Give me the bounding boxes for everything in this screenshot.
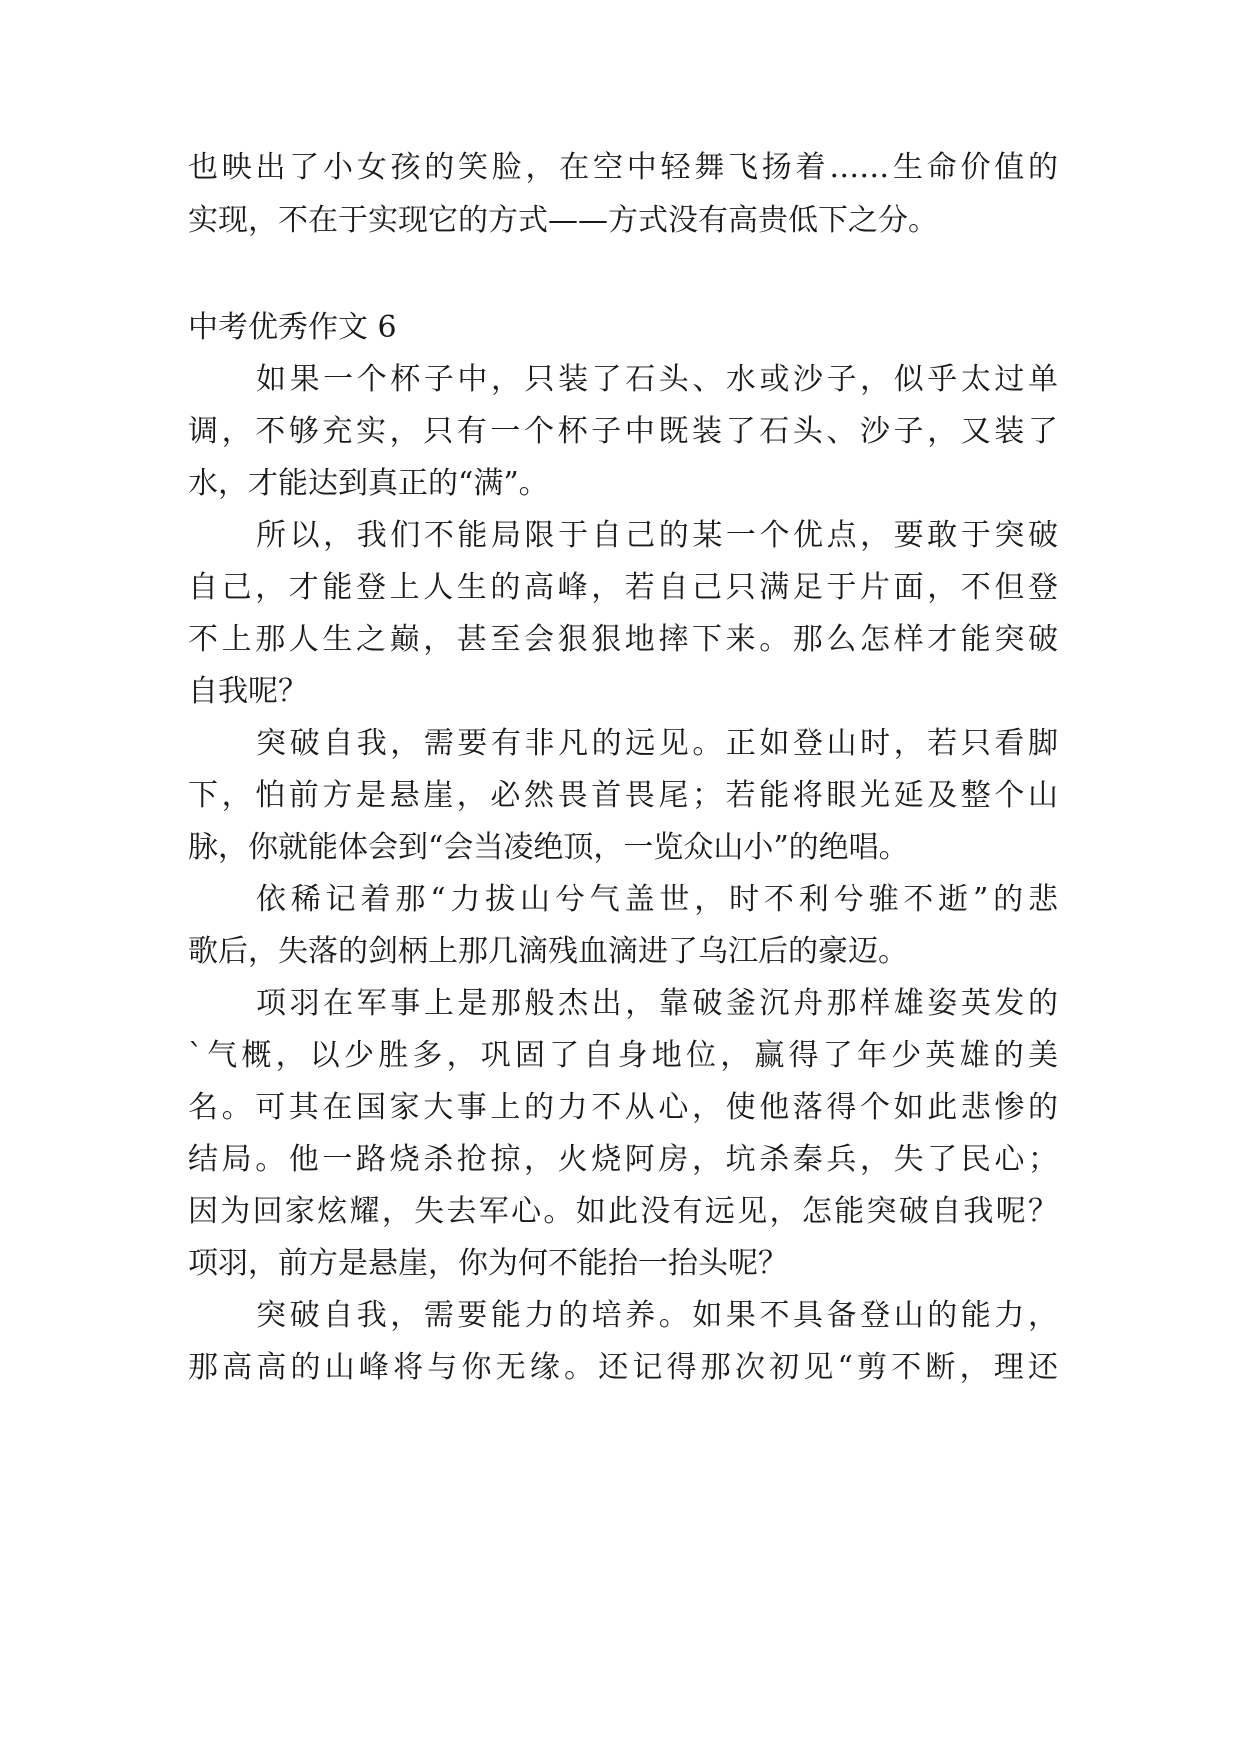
text-line: 歌后，失落的剑柄上那几滴残血滴进了乌江后的豪迈。 bbox=[188, 934, 908, 969]
text-line: 也映出了小女孩的笑脸，在空中轻舞飞扬着……生命价值的 bbox=[188, 150, 1058, 185]
text-line: 项羽，前方是悬崖，你为何不能抬一抬头呢？ bbox=[188, 1246, 788, 1281]
text-line: 自我呢？ bbox=[188, 674, 308, 709]
text-line: 自己，才能登上人生的高峰，若自己只满足于片面，不但登 bbox=[188, 570, 1058, 605]
text-line: 下，怕前方是悬崖，必然畏首畏尾；若能将眼光延及整个山 bbox=[188, 778, 1058, 813]
paragraph-first-line: 突破自我，需要能力的培养。如果不具备登山的能力， bbox=[256, 1298, 1058, 1333]
paragraph-first-line: 项羽在军事上是那般杰出，靠破釜沉舟那样雄姿英发的 bbox=[256, 986, 1058, 1021]
paragraph-first-line: 突破自我，需要有非凡的远见。正如登山时，若只看脚 bbox=[256, 726, 1058, 761]
text-line: 水，才能达到真正的“满”。 bbox=[188, 466, 549, 501]
text-line: `气概，以少胜多，巩固了自身地位，赢得了年少英雄的美 bbox=[188, 1038, 1058, 1073]
paragraph-first-line: 所以，我们不能局限于自己的某一个优点，要敢于突破 bbox=[256, 518, 1058, 553]
section-title: 中考优秀作文 6 bbox=[188, 310, 397, 345]
text-line: 结局。他一路烧杀抢掠，火烧阿房，坑杀秦兵，失了民心； bbox=[188, 1142, 1058, 1177]
document-page bbox=[188, 0, 1058, 1754]
text-line: 因为回家炫耀，失去军心。如此没有远见，怎能突破自我呢？ bbox=[188, 1194, 1058, 1229]
paragraph-first-line: 依稀记着那“力拔山兮气盖世，时不利兮骓不逝”的悲 bbox=[256, 882, 1058, 917]
text-line: 那高高的山峰将与你无缘。还记得那次初见“剪不断，理还 bbox=[188, 1350, 1058, 1385]
paragraph-first-line: 如果一个杯子中，只装了石头、水或沙子，似乎太过单 bbox=[256, 362, 1058, 397]
text-line: 实现，不在于实现它的方式——方式没有高贵低下之分。 bbox=[188, 203, 938, 238]
text-line: 脉，你就能体会到“会当凌绝顶，一览众山小”的绝唱。 bbox=[188, 830, 909, 865]
text-line: 不上那人生之巅，甚至会狠狠地摔下来。那么怎样才能突破 bbox=[188, 622, 1058, 657]
text-line: 名。可其在国家大事上的力不从心，使他落得个如此悲惨的 bbox=[188, 1090, 1058, 1125]
text-line: 调，不够充实，只有一个杯子中既装了石头、沙子，又装了 bbox=[188, 414, 1058, 449]
